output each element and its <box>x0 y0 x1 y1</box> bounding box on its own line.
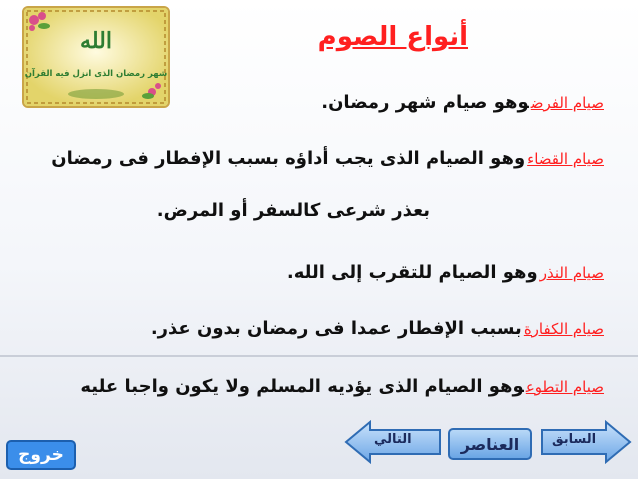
item-qada <box>51 148 604 169</box>
item-fard <box>321 92 604 113</box>
term-label: صيام التطوع <box>525 378 604 396</box>
divider <box>0 355 638 357</box>
contents-button[interactable]: العناصر <box>448 428 532 460</box>
image-calligraphy-bottom: شهر رمضان الذى انزل فيه القرآن <box>24 69 168 79</box>
exit-button[interactable]: خروج <box>6 440 76 470</box>
previous-label: السابق <box>552 432 597 447</box>
item-kaffara <box>151 318 604 339</box>
item-nadhr <box>287 262 604 283</box>
term-label: صيام القضاء <box>527 150 604 168</box>
next-button[interactable] <box>344 420 442 464</box>
term-description: بسبب الإفطار عمدا فى رمضان بدون عذر. <box>150 318 522 339</box>
term-description: وهو صيام شهر رمضان. <box>321 92 529 113</box>
term-description: بعذر شرعى كالسفر أو المرض. <box>156 200 430 221</box>
term-label: صيام الكفارة <box>523 320 604 338</box>
term-description: وهو الصيام الذى يؤديه المسلم ولا يكون واجبا عليه <box>80 376 524 397</box>
ramadan-calligraphy-image <box>22 6 170 108</box>
term-description: وهو الصيام للتقرب إلى الله. <box>286 262 538 283</box>
image-calligraphy-top: الله <box>80 28 112 54</box>
next-label: التالي <box>374 432 412 447</box>
previous-button[interactable] <box>540 420 632 464</box>
item-qada-continued <box>157 200 432 221</box>
page-title: أنواع الصوم <box>317 22 468 52</box>
item-tatawwu <box>80 376 604 397</box>
term-description: وهو الصيام الذى يجب أداؤه بسبب الإفطار فى رمضان <box>51 148 526 169</box>
term-label: صيام الفرض <box>530 94 604 112</box>
term-label: صيام النذر <box>539 264 604 282</box>
